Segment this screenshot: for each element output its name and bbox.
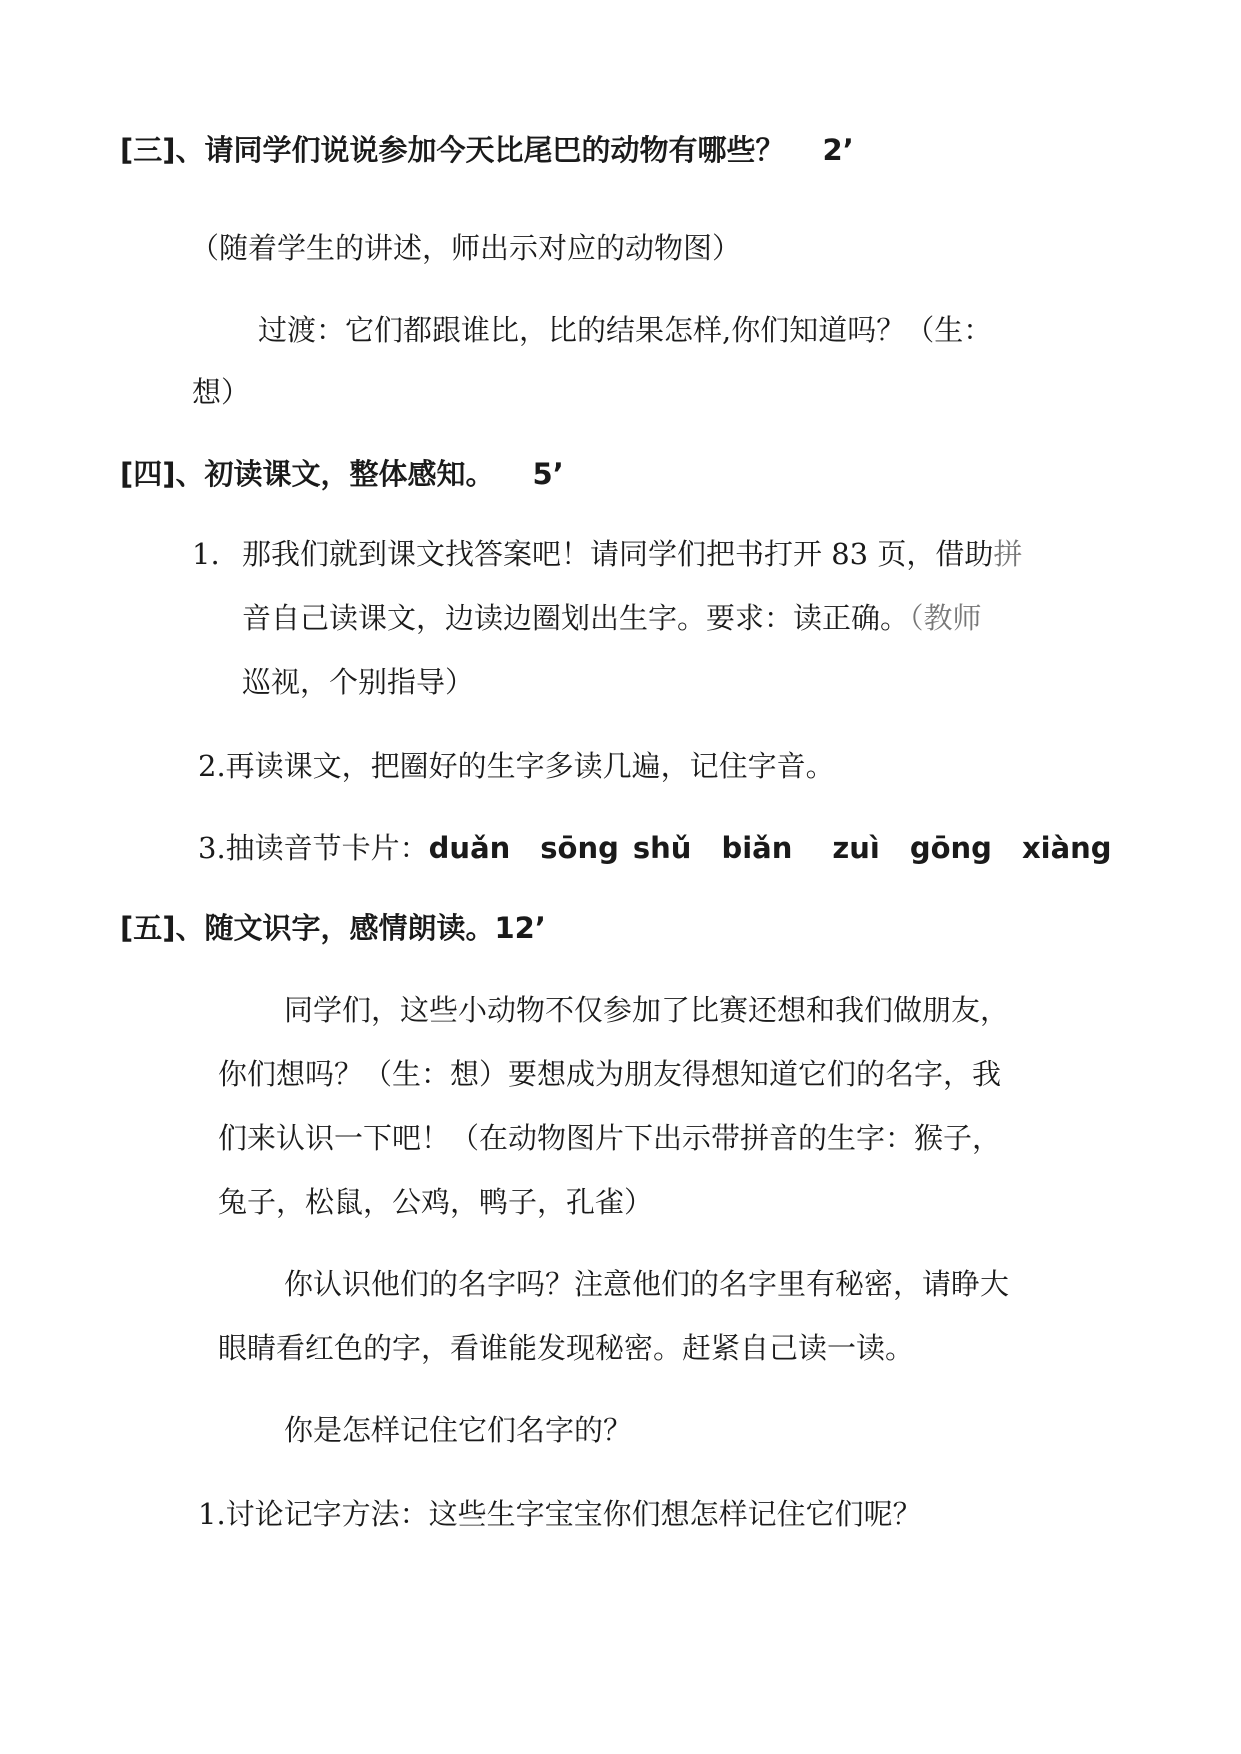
pinyin-syllable: xiàng: [1021, 831, 1112, 865]
pinyin-syllable: biǎn: [721, 831, 793, 865]
pinyin-syllable: gōng: [909, 831, 992, 865]
section3-time: 2’: [822, 133, 854, 167]
section5-paragraph-2-line-1: 你认识他们的名字吗？注意他们的名字里有秘密，请睁大: [284, 1267, 1010, 1301]
pinyin-syllable: sōng: [540, 831, 619, 865]
section4-item1-line-2: [242, 598, 982, 638]
section3-paragraph-1: （随着学生的讲述，师出示对应的动物图）: [190, 231, 742, 265]
pinyin-syllable: duǎn: [428, 831, 511, 865]
section5-paragraph-1-line-3: 们来认识一下吧！（在动物图片下出示带拼音的生字：猴子，: [218, 1121, 1002, 1155]
section3-heading: [三]、请同学们说说参加今天比尾巴的动物有哪些？: [120, 133, 785, 167]
section4-item1-line-2-text: 音自己读课文，边读边圈划出生字。要求：读正确。: [242, 601, 910, 635]
pinyin-syllable: shǔ: [632, 831, 692, 865]
section4-item2: 2.再读课文，把圈好的生字多读几遍，记住字音。: [198, 749, 835, 783]
section5-paragraph-2-line-2: 眼睛看红色的字，看谁能发现秘密。赶紧自己读一读。: [218, 1331, 915, 1365]
section5-paragraph-1-line-1: 同学们，这些小动物不仅参加了比赛还想和我们做朋友，: [284, 993, 1010, 1027]
section4-item1-line-1: [242, 534, 1022, 574]
section3-paragraph-2-line-1: 过渡：它们都跟谁比，比的结果怎样,你们知道吗？（生：: [258, 313, 993, 347]
section4-item1-line-3: 巡视，个别指导）: [242, 665, 475, 699]
section3-paragraph-2-line-2: 想）: [192, 375, 251, 409]
section4-heading: [四]、初读课文，整体感知。: [120, 457, 495, 491]
section4-item1-line-2-gray: （教师: [909, 601, 982, 635]
section4-item1-line-1-gray: 拼: [993, 537, 1023, 571]
section5-paragraph-1-line-2: 你们想吗？（生：想）要想成为朋友得想知道它们的名字，我: [218, 1057, 1002, 1091]
section4-item3-label: 3.抽读音节卡片：: [198, 831, 429, 865]
section4-item3: [198, 828, 1112, 868]
section4-item1-line-1-text: 那我们就到课文找答案吧！请同学们把书打开 83 页，借助: [242, 537, 994, 571]
section4-heading-line: [120, 454, 564, 494]
section4-item1-number: 1.: [192, 537, 220, 571]
section5-heading: [五]、随文识字，感情朗读。12’: [120, 911, 546, 945]
section5-paragraph-1-line-4: 兔子，松鼠，公鸡，鸭子，孔雀）: [218, 1185, 654, 1219]
section5-paragraph-3: 你是怎样记住它们名字的？: [284, 1413, 633, 1447]
section4-time: 5’: [532, 457, 564, 491]
section3-heading-line: [120, 130, 854, 170]
pinyin-syllable: zuì: [832, 831, 880, 865]
section5-item1: 1.讨论记字方法：这些生字宝宝你们想怎样记住它们呢？: [198, 1497, 922, 1531]
